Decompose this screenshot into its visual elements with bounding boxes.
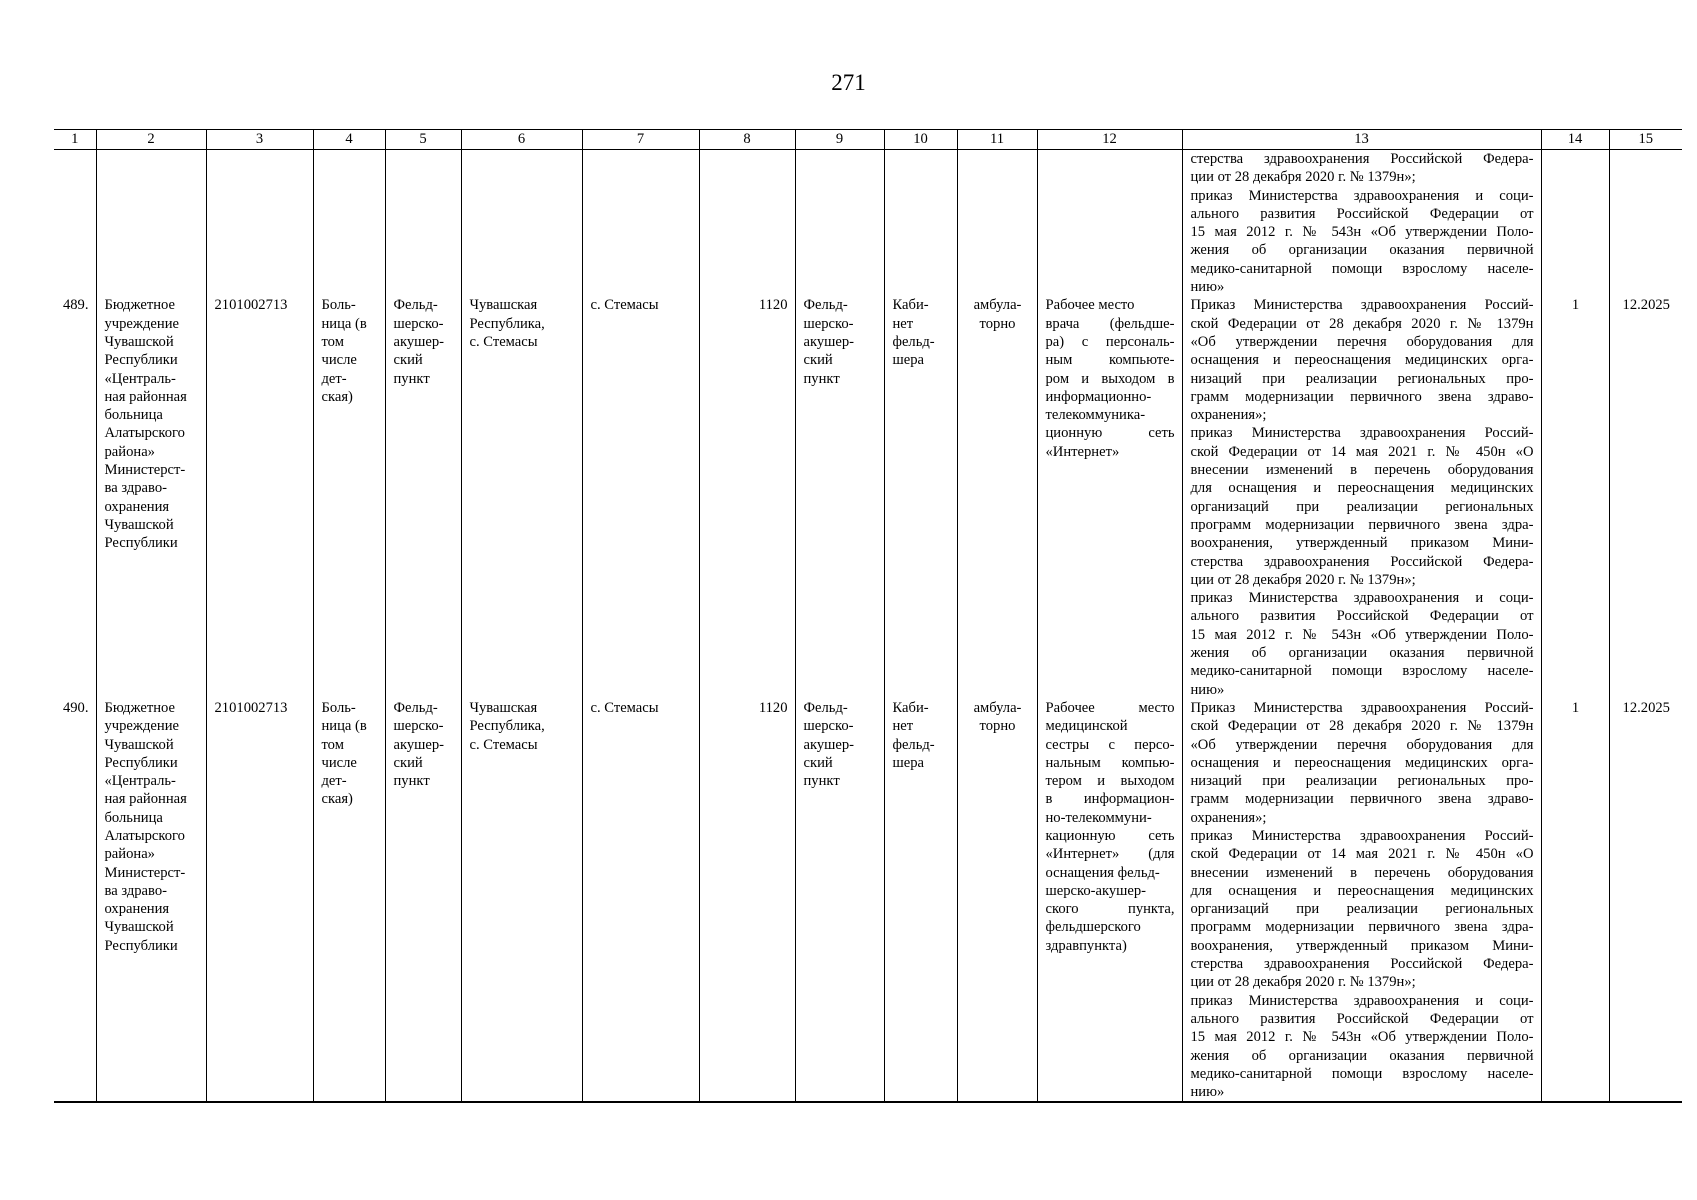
unit-cell — [385, 296, 461, 699]
text-line: том — [321, 333, 344, 350]
inn-cell: 2101002713 — [206, 296, 313, 699]
column-number-15: 15 — [1609, 130, 1682, 150]
text-line: Чувашской — [104, 516, 174, 533]
row-number-cell: 489. — [54, 296, 96, 699]
text-line: нию» — [1190, 681, 1225, 698]
text-line: учреждение — [104, 315, 179, 332]
text-line: Фельд- — [393, 297, 438, 314]
text-line: стерства здравоохранения Российской Федера- — [1190, 956, 1534, 973]
text-line: Республики — [104, 352, 178, 369]
text-line: Чувашская — [469, 699, 538, 716]
text-line: приказ Министерства здравоохранения и соци- — [1190, 590, 1534, 607]
column-number-8: 8 — [699, 130, 795, 150]
text-line: пункт — [393, 773, 430, 790]
care-form-cell — [957, 296, 1037, 699]
text-line: Республики — [104, 754, 178, 771]
column-number-7: 7 — [582, 130, 699, 150]
text-line: ва здраво- — [104, 480, 167, 497]
text-line: с. Стемасы — [469, 736, 538, 753]
legal-basis-cell — [1182, 296, 1541, 699]
text-line: ской Федерации от 28 декабря 2020 г. № 1379н — [1190, 718, 1534, 735]
text-line: пункт — [803, 370, 840, 387]
text-line: Боль- — [321, 297, 356, 314]
facility-type-cell — [313, 699, 385, 1103]
text-line: стерства здравоохранения Российской Федера- — [1190, 553, 1534, 570]
text-line: приказ Министерства здравоохранения и соци- — [1190, 187, 1534, 204]
settlement-cell: с. Стемасы — [582, 699, 699, 1103]
text-line: ции от 28 декабря 2020 г. № 1379н»; — [1190, 571, 1416, 588]
text-line: «Централь- — [104, 773, 176, 790]
text-line: низаций при реализации региональных про- — [1190, 370, 1534, 387]
text-line: в информацион- — [1045, 791, 1175, 808]
text-line: Министерст- — [104, 864, 186, 881]
text-line: амбула- — [973, 297, 1022, 314]
column-number-2: 2 — [96, 130, 206, 150]
text-line: Республики — [104, 535, 178, 552]
text-line: ский — [803, 754, 833, 771]
legal-basis-cell — [1182, 699, 1541, 1103]
text-line: ский — [803, 352, 833, 369]
text-line: но-телекоммуни- — [1045, 809, 1152, 826]
text-line: для оснащения и переоснащения медицинских — [1190, 882, 1534, 899]
text-line: для оснащения и переоснащения медицинских — [1190, 480, 1534, 497]
text-line: Чувашская — [469, 297, 538, 314]
date-cell: 12.2025 — [1609, 296, 1682, 699]
text-line: торно — [979, 718, 1016, 735]
column-number-13: 13 — [1182, 130, 1541, 150]
text-line: шерско- — [803, 718, 854, 735]
text-line: жения об организации оказания первичной — [1190, 645, 1534, 662]
text-line: ром и выходом в — [1045, 370, 1175, 387]
column-number-4: 4 — [313, 130, 385, 150]
text-line: акушер- — [393, 333, 445, 350]
text-line: Бюджетное — [104, 297, 175, 314]
text-line: ва здраво- — [104, 882, 167, 899]
row-number-cell: 490. — [54, 699, 96, 1103]
text-line: Алатырского — [104, 425, 185, 442]
text-line: учреждение — [104, 718, 179, 735]
settlement-cell: с. Стемасы — [582, 296, 699, 699]
text-line: том — [321, 736, 344, 753]
table-row — [54, 699, 1682, 1103]
text-line: ница (в — [321, 718, 367, 735]
care-form-cell — [957, 699, 1037, 1103]
text-line: сестры с персо- — [1045, 736, 1175, 753]
text-line: шера — [892, 352, 924, 369]
text-line: организаций при реализации региональных — [1190, 901, 1534, 918]
text-line: ский — [393, 754, 423, 771]
population-cell: 1120 — [699, 699, 795, 1103]
quantity-cell: 1 — [1541, 699, 1609, 1103]
address-cell — [461, 296, 582, 699]
text-line: программ модернизации первичного звена здра- — [1190, 516, 1534, 533]
text-line: Республики — [104, 937, 178, 954]
text-line: фельдшерского — [1045, 919, 1141, 936]
text-line: шера — [892, 754, 924, 771]
text-line: ской Федерации от 28 декабря 2020 г. № 1379н — [1190, 315, 1534, 332]
text-line: здравпункта) — [1045, 937, 1127, 954]
text-line: фельд- — [892, 333, 935, 350]
text-line: программ модернизации первичного звена здра- — [1190, 919, 1534, 936]
text-line: охранения — [104, 498, 170, 515]
text-line: «Интернет» (для — [1045, 846, 1175, 863]
text-line: ционную сеть — [1045, 425, 1175, 442]
text-line: ального развития Российской Федерации от — [1190, 205, 1534, 222]
column-number-9: 9 — [795, 130, 884, 150]
text-line: ции от 28 декабря 2020 г. № 1379н»; — [1190, 169, 1416, 186]
text-line: нию» — [1190, 279, 1225, 296]
column-number-3: 3 — [206, 130, 313, 150]
text-line: района» — [104, 846, 155, 863]
page-number: 271 — [831, 70, 866, 95]
text-line: ской Федерации от 14 мая 2021 г. № 450н «О — [1190, 846, 1534, 863]
text-line: амбула- — [973, 699, 1022, 716]
text-line: нальным компью- — [1045, 754, 1175, 771]
equipment-cell — [1037, 699, 1182, 1103]
text-line: акушер- — [803, 736, 855, 753]
text-line: Бюджетное — [104, 699, 175, 716]
text-line: воохранения, утвержденный приказом Мини- — [1190, 535, 1534, 552]
text-line: 15 мая 2012 г. № 543н «Об утверждении Поло- — [1190, 224, 1534, 241]
text-line: Рабочее место — [1045, 699, 1175, 716]
text-line: нет — [892, 718, 914, 735]
text-line: ального развития Российской Федерации от — [1190, 608, 1534, 625]
text-line: жения об организации оказания первичной — [1190, 1047, 1534, 1064]
column-number-header — [54, 130, 1682, 150]
text-line: медико-санитарной помощи взрослому населе- — [1190, 260, 1534, 277]
text-line: ница (в — [321, 315, 367, 332]
text-line: Приказ Министерства здравоохранения Россий- — [1190, 297, 1534, 314]
text-line: Фельд- — [393, 699, 438, 716]
column-number-6: 6 — [461, 130, 582, 150]
text-line: нию» — [1190, 1084, 1225, 1101]
text-line: нет — [892, 315, 914, 332]
text-line: ным компьюте- — [1045, 352, 1175, 369]
text-line: оснащения и переоснащения медицинских орга- — [1190, 754, 1534, 771]
text-line: ная районная — [104, 388, 187, 405]
continuation-row — [54, 150, 1682, 297]
text-line: информационно- — [1045, 388, 1152, 405]
text-line: акушер- — [803, 333, 855, 350]
text-line: шерско-акушер- — [1045, 882, 1147, 899]
text-line: ная районная — [104, 791, 187, 808]
text-line: ский — [393, 352, 423, 369]
text-line: Боль- — [321, 699, 356, 716]
text-line: ции от 28 декабря 2020 г. № 1379н»; — [1190, 974, 1416, 991]
text-line: числе — [321, 754, 357, 771]
text-line: пункт — [803, 773, 840, 790]
text-line: оснащения и переоснащения медицинских орга- — [1190, 352, 1534, 369]
register-table — [54, 129, 1682, 1103]
text-line: Каби- — [892, 699, 929, 716]
text-line: медицинской — [1045, 718, 1128, 735]
text-line: ская) — [321, 791, 353, 808]
text-line: грамм модернизации первичного звена здраво- — [1190, 388, 1534, 405]
population-cell: 1120 — [699, 296, 795, 699]
text-line: 15 мая 2012 г. № 543н «Об утверждении Поло- — [1190, 1029, 1534, 1046]
text-line: Фельд- — [803, 699, 848, 716]
quantity-cell: 1 — [1541, 296, 1609, 699]
text-line: числе — [321, 352, 357, 369]
equipment-cell — [1037, 296, 1182, 699]
text-line: жения об организации оказания первичной — [1190, 242, 1534, 259]
text-line: Республика, — [469, 718, 545, 735]
facility-type-cell — [313, 296, 385, 699]
text-line: Алатырского — [104, 827, 185, 844]
text-line: стерства здравоохранения Российской Федера- — [1190, 151, 1534, 167]
text-line: ального развития Российской Федерации от — [1190, 1010, 1534, 1027]
text-line: Каби- — [892, 297, 929, 314]
text-line: грамм модернизации первичного звена здраво- — [1190, 791, 1534, 808]
inn-cell: 2101002713 — [206, 699, 313, 1103]
text-line: медико-санитарной помощи взрослому населе- — [1190, 1065, 1534, 1082]
column-number-5: 5 — [385, 130, 461, 150]
column-number-12: 12 — [1037, 130, 1182, 150]
table-row — [54, 296, 1682, 699]
text-line: фельд- — [892, 736, 935, 753]
text-line: «Об утверждении перечня оборудования для — [1190, 333, 1534, 350]
text-line: шерско- — [393, 315, 444, 332]
text-line: района» — [104, 443, 155, 460]
text-line: 15 мая 2012 г. № 543н «Об утверждении Поло- — [1190, 626, 1534, 643]
room-cell — [884, 296, 957, 699]
text-line: охранения»; — [1190, 809, 1267, 826]
text-line: Республика, — [469, 315, 545, 332]
text-line: больница — [104, 407, 163, 424]
text-line: внесении изменений в перечень оборудования — [1190, 864, 1534, 881]
text-line: ского пункта, — [1045, 901, 1175, 918]
text-line: оснащения фельд- — [1045, 864, 1160, 881]
subdivision-cell — [795, 699, 884, 1103]
organization-cell — [96, 699, 206, 1103]
text-line: акушер- — [393, 736, 445, 753]
text-line: ра) с персональ- — [1045, 333, 1175, 350]
text-line: Министерст- — [104, 462, 186, 479]
text-line: ская) — [321, 388, 353, 405]
text-line: шерско- — [393, 718, 444, 735]
text-line: дет- — [321, 773, 347, 790]
unit-cell — [385, 699, 461, 1103]
column-number-11: 11 — [957, 130, 1037, 150]
text-line: Чувашской — [104, 919, 174, 936]
date-cell: 12.2025 — [1609, 699, 1682, 1103]
text-line: дет- — [321, 370, 347, 387]
text-line: медико-санитарной помощи взрослому населе- — [1190, 663, 1534, 680]
text-line: телекоммуника- — [1045, 407, 1146, 424]
text-line: врача (фельдше- — [1045, 315, 1175, 332]
subdivision-cell — [795, 296, 884, 699]
text-line: организаций при реализации региональных — [1190, 498, 1534, 515]
text-line: пункт — [393, 370, 430, 387]
text-line: кационную сеть — [1045, 827, 1175, 844]
text-line: приказ Министерства здравоохранения и соци- — [1190, 992, 1534, 1009]
continuation-basis-cell — [1182, 150, 1541, 297]
text-line: «Интернет» — [1045, 443, 1120, 460]
text-line: Приказ Министерства здравоохранения Россий- — [1190, 699, 1534, 716]
text-line: Чувашской — [104, 333, 174, 350]
text-line: Фельд- — [803, 297, 848, 314]
room-cell — [884, 699, 957, 1103]
text-line: торно — [979, 315, 1016, 332]
text-line: Рабочее место — [1045, 297, 1135, 314]
text-line: охранения»; — [1190, 407, 1267, 424]
text-line: внесении изменений в перечень оборудования — [1190, 462, 1534, 479]
text-line: приказ Министерства здравоохранения Россий- — [1190, 425, 1534, 442]
text-line: охранения — [104, 901, 170, 918]
column-number-10: 10 — [884, 130, 957, 150]
address-cell — [461, 699, 582, 1103]
text-line: «Централь- — [104, 370, 176, 387]
text-line: Чувашской — [104, 736, 174, 753]
text-line: ской Федерации от 14 мая 2021 г. № 450н «О — [1190, 443, 1534, 460]
text-line: приказ Министерства здравоохранения Россий- — [1190, 827, 1534, 844]
organization-cell — [96, 296, 206, 699]
column-number-1: 1 — [54, 130, 96, 150]
text-line: шерско- — [803, 315, 854, 332]
text-line: больница — [104, 809, 163, 826]
text-line: с. Стемасы — [469, 333, 538, 350]
column-number-14: 14 — [1541, 130, 1609, 150]
text-line: «Об утверждении перечня оборудования для — [1190, 736, 1534, 753]
text-line: воохранения, утвержденный приказом Мини- — [1190, 937, 1534, 954]
text-line: тером и выходом — [1045, 773, 1175, 790]
text-line: низаций при реализации региональных про- — [1190, 773, 1534, 790]
